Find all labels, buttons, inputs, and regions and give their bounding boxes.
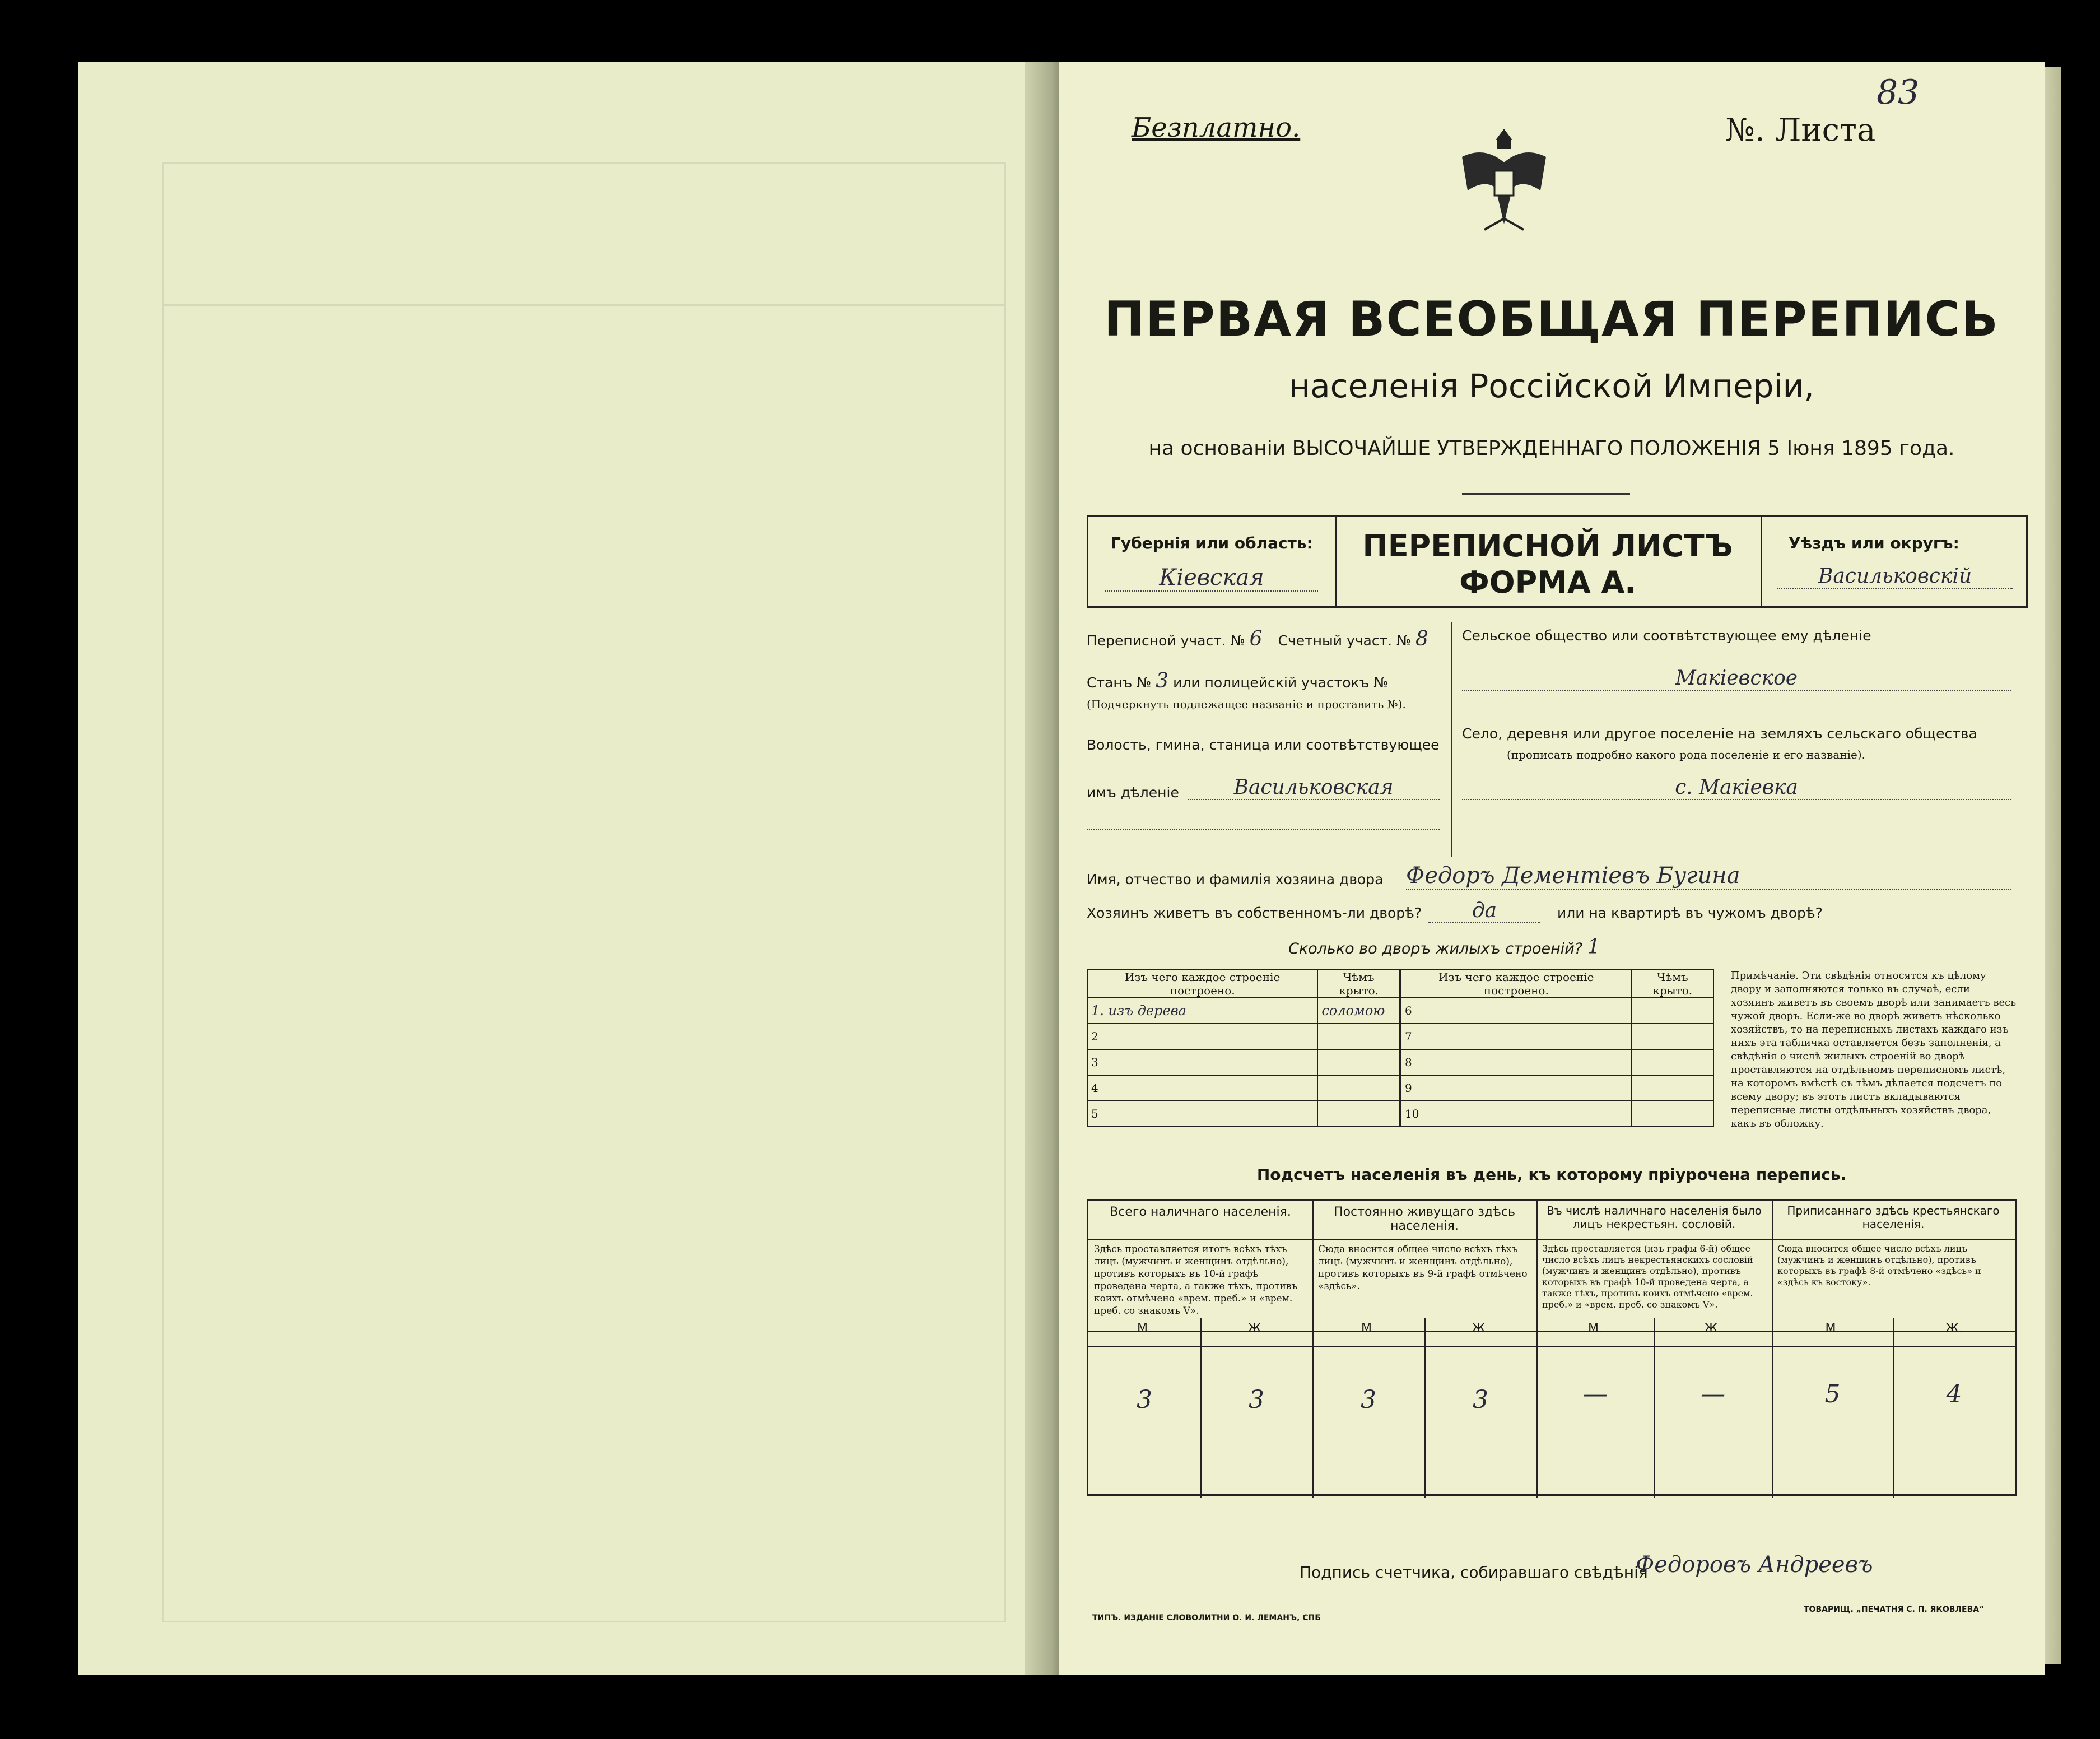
m-label: М. [1361,1322,1376,1336]
lives-rent-label: или на квартирѣ въ чужомъ дворѣ? [1557,905,1823,921]
volost-value: Васильковская [1188,776,1440,800]
col-desc: Сюда вносится общее число всѣхъ тѣхъ лицъ (мужчинъ и женщинъ отдѣльно), противъ которыхъ въ 9-й графѣ отмѣчено «здѣсь». [1312,1240,1536,1332]
col-head: Въ числѣ наличнаго населенія было лицъ некрестьян. сословій. [1536,1201,1772,1240]
province-label: Губернія или область: [1111,534,1313,552]
lives-own-label: Хозяинъ живетъ въ собственномъ-ли дворѣ? [1087,905,1422,921]
form-basis-line: на основаніи ВЫСОЧАЙШЕ УТВЕРЖДЕННАГО ПОЛОЖЕНІЯ 5 Іюня 1895 года. [1148,437,1955,460]
village-note: (прописать подробно какого рода поселеніе и его названіе). [1507,748,1865,761]
zh-label: Ж. [1945,1322,1963,1336]
census-section-field [1087,627,1445,650]
col-material: Изъ чего каждое строеніе построено. [1087,970,1317,998]
stan-note: (Подчеркнуть подлежащее названіе и проставить №). [1087,698,1406,711]
resident-female: 3 [1473,1385,1488,1414]
m-label: М. [1588,1322,1603,1336]
bleed-through-table [162,162,1006,1622]
form-main-title: ПЕРВАЯ ВСЕОБЩАЯ ПЕРЕПИСЬ [1104,291,1999,347]
header-divider-right [1761,517,1762,607]
zh-label: Ж. [1704,1322,1722,1336]
row-divider [1088,1346,1312,1347]
population-col-4 [1772,1201,2015,1498]
resident-male: 3 [1361,1385,1376,1414]
count-section-value: 8 [1415,627,1428,650]
table-row: 4 [1087,1075,1400,1101]
non-peasant-male: — [1583,1380,1608,1408]
population-title: Подсчетъ населенія въ день, къ которому пріурочена перепись. [1256,1165,1847,1184]
sheet-number-value: 83 [1877,73,1920,112]
count-section-label: Счетный участ. № [1278,633,1412,649]
registered-male: 5 [1824,1380,1841,1408]
col-desc: Сюда вносится общее число всѣхъ лицъ (мужчинъ и женщинъ отдѣльно), противъ которыхъ въ графѣ 8-й отмѣчено «здѣсь» и «здѣсь къ востоку». [1772,1240,2015,1332]
volost-label: Волость, гмина, станица или соотвѣтствующее [1087,737,1440,753]
population-col-2 [1312,1201,1538,1498]
non-peasant-female: — [1701,1380,1725,1408]
printer-left: ТИПЪ. ИЗДАНІЕ СЛОВОЛИТНИ О. И. ЛЕМАНЪ, СПБ [1092,1614,1321,1622]
district-value: Васильковскій [1777,565,2013,589]
stan-field [1087,669,1388,692]
rural-society-label: Сельское общество или соотвѣтствующее ему дѣленіе [1462,627,1871,644]
village-label: Село, деревня или другое поселеніе на земляхъ сельскаго общества [1462,726,1977,742]
ornament-divider [1462,493,1630,495]
population-table [1087,1199,2017,1496]
row-divider [1312,1346,1536,1347]
owner-label: Имя, отчество и фамилія хозяина двора [1087,871,1384,887]
buildings-note: Примѣчаніе. Эти свѣдѣнія относятся къ цѣлому двору и заполняются только въ случаѣ, если хозяинъ живетъ въ своемъ дворѣ или занимаетъ весь чужой дворъ. Если-же во дворѣ живетъ нѣсколько хозяйствъ, то на переписныхъ листахъ каждаго изъ нихъ эта табличка оставляется безъ заполненія, а свѣдѣнія о числѣ жилыхъ строеній во дворѣ проставляются на отдѣльномъ переписномъ листѣ, на которомъ вмѣстѣ съ тѣмъ дѣлается подсчетъ по всему двору; въ этотъ листъ вкладываются переписные листы отдѣльныхъ хозяйствъ двора, какъ въ обложку. [1731,970,2017,1129]
col-roof: Чѣмъ крыто. [1317,970,1400,998]
district-label: Уѣздъ или округъ: [1789,534,1959,552]
buildings-value: 1 [1587,936,1600,959]
stan-label: Станъ № [1087,675,1152,691]
left-page-blank [78,62,1047,1675]
col-roof: Чѣмъ крыто. [1632,970,1713,998]
table-row: 8 [1401,1049,1713,1075]
col-head: Приписаннаго здѣсь крестьянскаго населенія. [1772,1201,2015,1240]
census-form-page [1059,62,2045,1675]
table-row: 10 [1401,1101,1713,1127]
buildings-label: Сколько во дворъ жилыхъ строеній? [1288,940,1583,957]
total-female: 3 [1249,1385,1264,1414]
m-label: М. [1137,1322,1152,1336]
row-divider [1536,1346,1772,1347]
table-row: 9 [1401,1075,1713,1101]
col-head: Постоянно живущаго здѣсь населенія. [1312,1201,1536,1240]
signature-label: Подпись счетчика, собиравшаго свѣдѣнія [1300,1563,1648,1582]
census-section-label: Переписной участ. № [1087,633,1245,649]
col-head: Всего наличнаго населенія. [1088,1201,1312,1240]
col-desc: Здѣсь проставляется (изъ графы 6-й) общее число всѣхъ лицъ некрестьянскихъ сословій (мужчинъ и женщинъ отдѣльно), противъ которыхъ въ графѣ 10-й проведена черта, а также тѣхъ, противъ коихъ отмѣчено «врем. преб.» и «врем. преб. со знакомъ V». [1536,1240,1772,1332]
volost-label-2: имъ дѣленіе [1087,784,1179,801]
owner-value: Федоръ Дементіевъ Бугина [1406,863,2011,890]
buildings-table-right [1400,969,1714,1127]
form-name: ФОРМА А. [1459,565,1636,600]
lives-own-value: да [1428,899,1540,923]
col-desc: Здѣсь проставляется итогъ всѣхъ тѣхъ лицъ (мужчинъ и женщинъ отдѣльно), противъ которыхъ въ 10-й графѣ проведена черта, а также тѣхъ, противъ коихъ отмѣчено «врем. преб.» и «врем. преб. со знакомъ V». [1088,1240,1312,1332]
sheet-title: ПЕРЕПИСНОЙ ЛИСТЪ [1362,528,1733,564]
province-value: Кіевская [1105,565,1318,592]
registered-female: 4 [1946,1380,1962,1408]
counter-signature: Федоровъ Андреевъ [1636,1552,1873,1578]
table-row: 2 [1087,1024,1400,1049]
table-row: 3 [1087,1049,1400,1075]
imperial-eagle-emblem [1451,118,1557,247]
table-row: 1. изъ дерева соломою [1087,998,1400,1024]
buildings-count-field [1288,936,1600,959]
form-subtitle: населенія Россійской Имперіи, [1289,367,1814,405]
blank-line [1087,829,1440,830]
buildings-table-left [1087,969,1400,1127]
m-label: М. [1825,1322,1840,1336]
table-row: 5 [1087,1101,1400,1127]
sheet-number-label: №. Листа [1725,112,1876,148]
printer-right: ТОВАРИЩ. „ПЕЧАТНЯ С. П. ЯКОВЛЕВА“ [1804,1605,1985,1614]
table-row: 7 [1401,1024,1713,1049]
zh-label: Ж. [1247,1322,1265,1336]
free-label: Безплатно. [1132,112,1301,143]
police-label: или полицейскій участокъ № [1173,675,1389,691]
population-col-1 [1088,1201,1314,1498]
form-header-box [1087,515,2028,608]
stan-value: 3 [1156,669,1169,692]
table-row: 6 [1401,998,1713,1024]
population-col-3 [1536,1201,1773,1498]
row-divider [1772,1346,2015,1347]
village-value: с. Макіевка [1462,776,2011,800]
zh-label: Ж. [1472,1322,1489,1336]
rural-society-value: Макіевское [1462,667,2011,691]
fields-divider [1451,622,1452,857]
census-section-value: 6 [1249,627,1263,650]
total-male: 3 [1137,1385,1152,1414]
col-material: Изъ чего каждое строеніе построено. [1401,970,1632,998]
